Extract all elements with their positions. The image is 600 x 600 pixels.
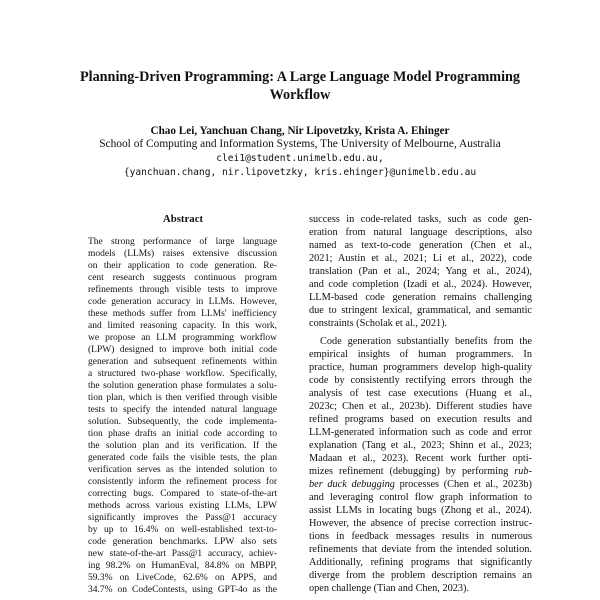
abstract-line: the solution plan and its verification. If the [88,441,277,451]
abstract-line: refinements through visible tests to improve [88,285,277,295]
body-line: LLM-generated information such as code and error [309,427,532,438]
body-line: code by consistently rectifying errors through the [309,375,532,386]
abstract-line: generated code fails the visible tests, the plan [88,453,277,463]
abstract-line: a structured two-phase workflow. Specifically, [88,369,277,379]
body-line: due to stringent lexical, grammatical, and semantic [309,305,532,316]
body-line: refined programs based on execution results and [309,414,532,425]
body-line: refinements that deviate from the intended solution. [309,544,532,555]
abstract-line: 34.7% on CodeContests, using GPT-4o as the [88,585,277,595]
italic-term: rub- [514,466,532,477]
abstract-line: (LPW) designed to improve both initial code [88,345,277,355]
abstract-line: the solution generation phase formulates a solu- [88,381,277,391]
body-line-text: mizes refinement (debugging) by performing [309,466,509,477]
body-line: and leveraging control flow graph information to [309,492,532,503]
body-line: constraints (Scholak et al., 2021). [309,318,448,329]
body-line: translation (Pan et al., 2024; Yang et al., 2024), [309,266,532,277]
abstract-line: models (LLMs) raises extensive discussion [88,249,277,259]
body-line: and code completion (Izadi et al., 2024). However, [309,279,532,290]
abstract-line: code generation accuracy in LLMs. However, [88,297,277,307]
body-line: diverge from the problem description remains an [309,570,532,581]
body-line: 2023c; Chen et al., 2023b). Different studies have [309,401,532,412]
author-list: Chao Lei, Yanchuan Chang, Nir Lipovetzky, Krista A. Ehinger [150,125,450,137]
abstract-line: and limited reasoning capacity. In this work, [88,321,277,331]
body-line: Madaan et al., 2023). Recent work further opti- [309,453,532,464]
affiliation: School of Computing and Information Systems, The University of Melbourne, Australia [99,138,501,150]
abstract-line: consistently inform the refinement process for [88,477,277,487]
body-line: eration from natural language descriptions, also [309,227,532,238]
abstract-line: cent research suggests continuous program [88,273,277,283]
abstract-line: these methods suffer from LLMs' inefficiency [88,309,277,319]
body-line: practice, human programmers develop high-quality [309,362,532,373]
body-line: Code generation substantially benefits from the [320,336,532,347]
abstract-line: solution. Subsequently, the code implementa- [88,417,277,427]
body-line: Additionally, refining programs that significantly [309,557,532,568]
title-line-2: Workflow [269,87,331,103]
body-line: open challenge (Tian and Chen, 2023). [309,583,470,594]
body-line-text: processes (Chen et al., 2023b) [394,479,532,490]
body-line: analysis of test case executions (Huang et al., [309,388,532,399]
body-line: However, the absence of precise correction instruc- [309,518,532,529]
abstract-line: we propose an LLM programming workflow [88,333,277,343]
abstract-line: ing 98.2% on HumanEval, 84.8% on MBPP, [88,561,277,571]
abstract-line: significantly improves the Pass@1 accuracy [88,513,277,523]
body-line: assist LLMs in locating bugs (Zhong et al., 2024). [309,505,532,516]
abstract-line: tion plan, which is then verified through visible [88,393,277,403]
abstract-line: code generation benchmarks. LPW also sets [88,537,277,547]
abstract-line: 59.3% on LiveCode, 62.6% on APPS, and [88,573,277,583]
email-line-1: clei1@student.unimelb.edu.au, [216,153,384,164]
abstract-heading: Abstract [162,213,204,225]
body-line: LLM-based code generation remains challenging [309,292,532,303]
abstract-line: new state-of-the-art Pass@1 accuracy, achiev- [88,549,277,559]
body-line: success in code-related tasks, such as code gen- [309,214,532,225]
abstract-line: methods across various existing LLMs, LPW [88,501,277,511]
italic-term: ber duck debugging [309,479,395,490]
body-line [309,465,532,478]
abstract-line: The strong performance of large language [88,237,277,247]
abstract-line: on their application to code generation. Re- [88,261,277,271]
body-line: tions in feedback messages results in numerous [309,531,532,542]
abstract-line: tion phase drafts an initial code according to [88,429,277,439]
body-line: named as text-to-code generation (Chen et al., [309,240,532,251]
abstract-line: correcting bugs. Compared to state-of-the-art [88,489,277,499]
paper-title [60,68,540,104]
body-line [309,478,532,491]
email-line-2: {yanchuan.chang, nir.lipovetzky, kris.ehinger}@unimelb.edu.au [123,167,477,178]
title-line-1: Planning-Driven Programming: A Large Language Model Programming [79,69,521,85]
abstract-line: by up to 16.4% on well-established text-to- [88,525,277,535]
body-line: explanation (Tang et al., 2023; Shinn et al., 2023; [309,440,532,451]
abstract-line: tests to specify the intended natural language [88,405,277,415]
body-line: 2021; Austin et al., 2021; Li et al., 2022), code [309,253,532,264]
abstract-line: verification serves as the intended solution to [88,465,277,475]
abstract-line: generation and subsequent refinements within [88,357,277,367]
body-line: empirical insights of human programmers. In [309,349,532,360]
